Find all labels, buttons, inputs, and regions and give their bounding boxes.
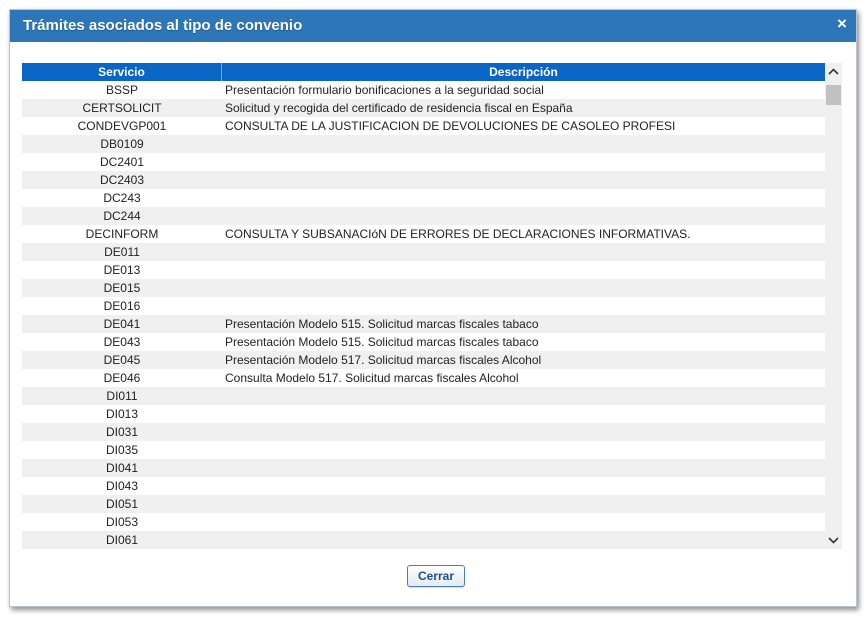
cell-servicio: CERTSOLICIT: [82, 101, 162, 115]
cell-descripcion: [222, 477, 825, 495]
table-row[interactable]: [22, 261, 825, 279]
cell-descripcion: [222, 153, 825, 171]
cell-descripcion: Presentación Modelo 515. Solicitud marcas fiscales tabaco: [225, 317, 539, 331]
cell-descripcion: [222, 261, 825, 279]
cell-descripcion: Presentación formulario bonificaciones a la seguridad social: [225, 83, 544, 97]
cell-descripcion: [222, 495, 825, 513]
column-header-descripcion[interactable]: Descripción: [489, 65, 558, 79]
cell-servicio: DE043: [103, 335, 141, 349]
table-row[interactable]: [22, 423, 825, 441]
cell-descripcion: [222, 135, 825, 153]
table-row[interactable]: [22, 81, 825, 99]
cerrar-button[interactable]: Cerrar: [407, 565, 465, 587]
cell-servicio: DI043: [105, 479, 139, 493]
table-row[interactable]: [22, 225, 825, 243]
table-row[interactable]: [22, 207, 825, 225]
table-row[interactable]: [22, 243, 825, 261]
cell-servicio: DI061: [105, 533, 139, 547]
scrollbar-thumb[interactable]: [826, 85, 841, 105]
cell-servicio: DI013: [105, 407, 139, 421]
cell-servicio: DE045: [103, 353, 141, 367]
table-row[interactable]: [22, 117, 825, 135]
cell-descripcion: [222, 297, 825, 315]
table-row[interactable]: [22, 513, 825, 531]
cell-servicio: CONDEVGP001: [77, 119, 167, 133]
table-row[interactable]: [22, 189, 825, 207]
cell-descripcion: [222, 207, 825, 225]
close-icon[interactable]: ×: [837, 14, 847, 33]
chevron-down-icon[interactable]: [825, 532, 842, 549]
cell-descripcion: [222, 531, 825, 549]
cell-descripcion: [222, 243, 825, 261]
cell-descripcion: [222, 189, 825, 207]
table-row[interactable]: [22, 135, 825, 153]
cell-descripcion: [222, 513, 825, 531]
table-row[interactable]: [22, 477, 825, 495]
cell-descripcion: Consulta Modelo 517. Solicitud marcas fiscales Alcohol: [225, 371, 519, 385]
table-row[interactable]: [22, 405, 825, 423]
table-row[interactable]: [22, 387, 825, 405]
table-row[interactable]: [22, 315, 825, 333]
table-row[interactable]: [22, 351, 825, 369]
table-row[interactable]: [22, 99, 825, 117]
dialog-titlebar: [10, 10, 856, 42]
table-row[interactable]: [22, 279, 825, 297]
table-row[interactable]: [22, 297, 825, 315]
cell-servicio: DE046: [103, 371, 141, 385]
cell-servicio: DI031: [105, 425, 139, 439]
table-row[interactable]: [22, 531, 825, 549]
cell-descripcion: [222, 171, 825, 189]
cell-servicio: BSSP: [105, 83, 138, 97]
results-panel: [22, 51, 842, 549]
cell-descripcion: Presentación Modelo 515. Solicitud marcas fiscales tabaco: [225, 335, 539, 349]
table-row[interactable]: [22, 153, 825, 171]
vertical-scrollbar[interactable]: [825, 63, 842, 549]
cell-servicio: DB0109: [100, 137, 144, 151]
cell-descripcion: [222, 441, 825, 459]
cell-servicio: DC243: [103, 191, 141, 205]
table-row[interactable]: [22, 441, 825, 459]
cell-descripcion: CONSULTA Y SUBSANACIóN DE ERRORES DE DECLARACIONES INFORMATIVAS.: [225, 227, 691, 241]
cell-descripcion: [222, 387, 825, 405]
cell-descripcion: [222, 423, 825, 441]
cell-servicio: DE041: [103, 317, 141, 331]
table-body: [22, 81, 825, 549]
table-row[interactable]: [22, 333, 825, 351]
cell-servicio: DECINFORM: [85, 227, 159, 241]
cell-servicio: DE016: [103, 299, 141, 313]
table-row[interactable]: [22, 459, 825, 477]
cell-descripcion: [222, 459, 825, 477]
cell-servicio: DC2401: [99, 155, 145, 169]
cell-servicio: DI053: [105, 515, 139, 529]
cell-servicio: DC244: [103, 209, 141, 223]
dialog-title: Trámites asociados al tipo de convenio: [23, 17, 303, 34]
cell-descripcion: [222, 405, 825, 423]
cell-servicio: DI035: [105, 443, 139, 457]
cell-descripcion: CONSULTA DE LA JUSTIFICACION DE DEVOLUCIONES DE CASOLEO PROFESI: [225, 119, 676, 133]
table-row[interactable]: [22, 495, 825, 513]
chevron-up-icon[interactable]: [825, 63, 842, 80]
table-row[interactable]: [22, 369, 825, 387]
cell-servicio: DE013: [103, 263, 141, 277]
dialog: [9, 9, 857, 607]
cell-descripcion: Solicitud y recogida del certificado de residencia fiscal en España: [225, 101, 573, 115]
column-header-servicio[interactable]: Servicio: [22, 63, 222, 81]
table-row[interactable]: [22, 171, 825, 189]
cell-descripcion: [222, 279, 825, 297]
cell-servicio: DC2403: [99, 173, 145, 187]
results-table: [22, 63, 825, 549]
cell-servicio: DE015: [103, 281, 141, 295]
cell-servicio: DI011: [106, 389, 138, 403]
cell-descripcion: Presentación Modelo 517. Solicitud marcas fiscales Alcohol: [225, 353, 542, 367]
cell-servicio: DE011: [104, 245, 140, 259]
table-header: [22, 63, 825, 81]
cell-servicio: DI051: [105, 497, 139, 511]
cell-servicio: DI041: [105, 461, 139, 475]
